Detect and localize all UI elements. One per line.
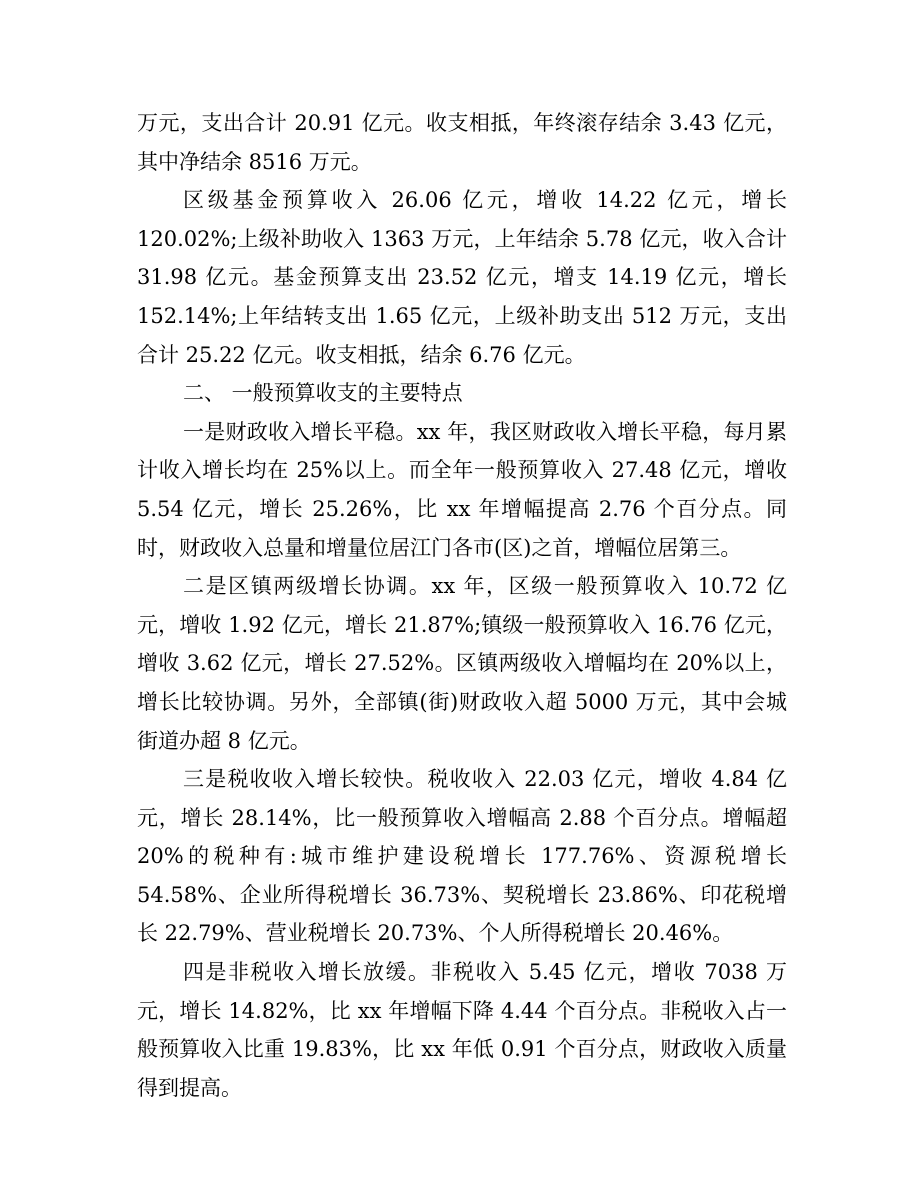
paragraph-2: 区级基金预算收入 26.06 亿元，增收 14.22 亿元，增长 120.02%;上级补助收入 1363 万元，上年结余 5.78 亿元，收入合计 31.98 亿元。基金预算支出 23.52 亿元，增支 14.19 亿元，增长 152.14%;上年结转支出 1.65 亿元，上级补助支出 512 万元，支出合计 25.22 亿元。收支相抵，结余 6.76 亿元。: [137, 188, 787, 367]
paragraph-1: 万元，支出合计 20.91 亿元。收支相抵，年终滚存结余 3.43 亿元，其中净结余 8516 万元。: [137, 111, 787, 174]
paragraph-3: 一是财政收入增长平稳。xx 年，我区财政收入增长平稳，每月累计收入增长均在 25%以上。而全年一般预算收入 27.48 亿元，增收 5.54 亿元，增长 25.26%，比 xx 年增幅提高 2.76 个百分点。同时，财政收入总量和增量位居江门各市(区)之首，增幅位居第三。: [137, 419, 787, 560]
paragraph-4: 二是区镇两级增长协调。xx 年，区级一般预算收入 10.72 亿元，增收 1.92 亿元，增长 21.87%;镇级一般预算收入 16.76 亿元，增收 3.62 亿元，增长 27.52%。区镇两级收入增幅均在 20%以上，增长比较协调。另外，全部镇(街)财政收入超 5000 万元，其中会城街道办超 8 亿元。: [137, 574, 787, 753]
paragraph-5: 三是税收收入增长较快。税收收入 22.03 亿元，增收 4.84 亿元，增长 28.14%，比一般预算收入增幅高 2.88 个百分点。增幅超 20%的税种有:城市维护建设税增长 177.76%、资源税增长 54.58%、企业所得税增长 36.73%、契税增长 23.86%、印花税增长 22.79%、营业税增长 20.73%、个人所得税增长 20.46%。: [137, 767, 787, 946]
section-heading: 二、 一般预算收支的主要特点: [183, 381, 463, 406]
document-page: [137, 104, 787, 1107]
paragraph-6: 四是非税收入增长放缓。非税收入 5.45 亿元，增收 7038 万元，增长 14.82%，比 xx 年增幅下降 4.44 个百分点。非税收入占一般预算收入比重 19.83%，比 xx 年低 0.91 个百分点，财政收入质量得到提高。: [137, 960, 787, 1100]
